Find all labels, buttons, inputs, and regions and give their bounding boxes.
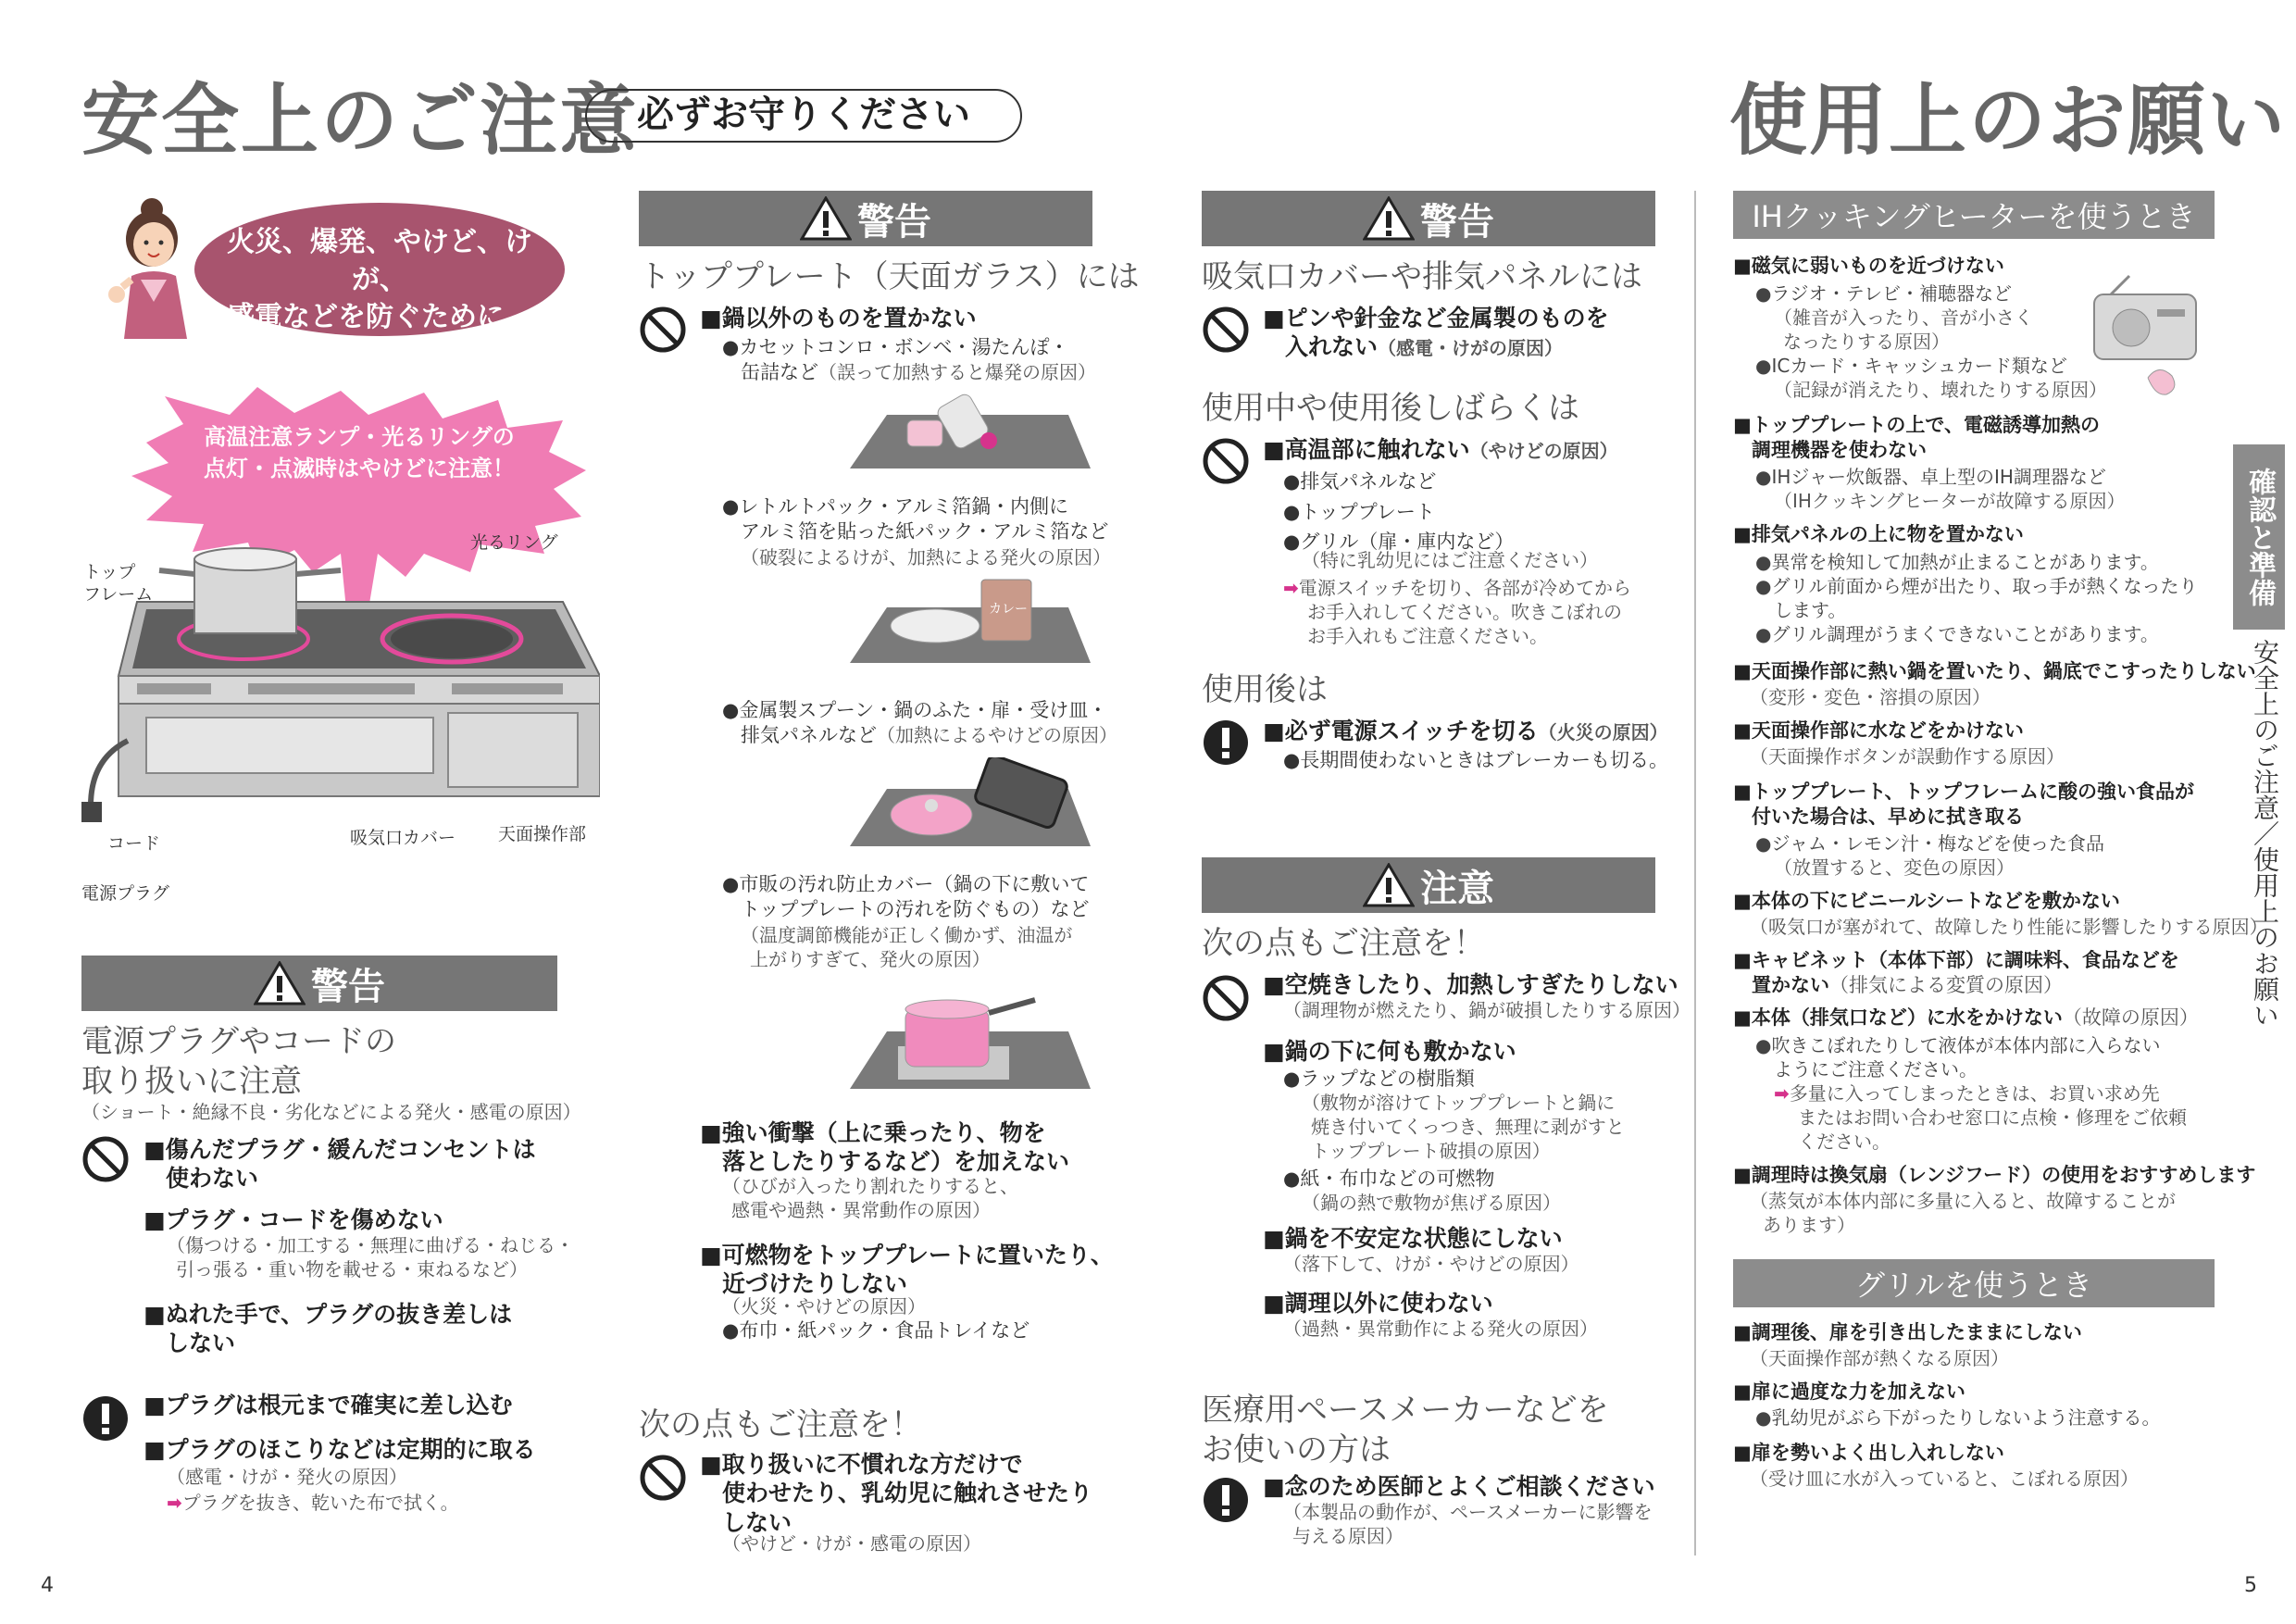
col2-heading: トッププレート（天面ガラス）には — [639, 258, 1140, 295]
label-power-plug: 電源プラグ — [81, 883, 170, 904]
col3-item-1-line-2 — [1263, 332, 1609, 361]
col4-item-8-line-1: ■キャビネット（本体下部）に調味料、食品などを — [1733, 949, 2179, 971]
col4-item-9-arrow-text-2: またはお問い合わせ窓口に点検・修理をご依頼 — [1798, 1106, 2187, 1129]
col3-item-1 — [1263, 304, 1609, 362]
col4-grill-item-3-note: （受け皿に水が入っていると、こぼれる原因） — [1750, 1468, 2139, 1490]
col3-item-6-note: （落下して、けが・やけどの原因） — [1283, 1253, 1579, 1275]
burst-line-1: 高温注意ランプ・光るリングの — [204, 424, 515, 450]
col1-item-2-note — [167, 1233, 574, 1281]
col4-item-9-sub — [1755, 1033, 2187, 1154]
col2-item-1-sub-line-2 — [722, 360, 1096, 385]
col4-item-8-note: （排気による変質の原因） — [1829, 974, 2063, 997]
arrow-icon: ➡ — [1774, 1082, 1790, 1105]
col4-grill-item-1-note: （天面操作部が熱くなる原因） — [1750, 1347, 2009, 1369]
col1-item-1 — [144, 1135, 536, 1193]
col3-item-7: ■調理以外に使わない — [1263, 1290, 1493, 1317]
col4-item-3-sub-2: ●グリル前面から煙が出たり、取っ手が熱くなったり — [1755, 575, 2198, 597]
col4-grill-item-2-sub: ●乳幼児がぶら下がったりしないよう注意する。 — [1755, 1406, 2161, 1429]
mandatory-icon — [81, 1394, 130, 1443]
col4-item-9-arrow-text-3: ください。 — [1798, 1131, 1890, 1153]
col4-item-10-note-line-1: （蒸気が本体内部に多量に入ると、故障することが — [1750, 1190, 2176, 1212]
col4-item-7: ■本体の下にビニールシートなどを敷かない — [1733, 890, 2120, 912]
col2-item-2-sub-line-2: アルミ箔を貼った紙パック・アルミ箔など — [741, 520, 1109, 543]
col1-item-3-line-2: しない — [166, 1330, 236, 1357]
burst-line-2: 点灯・点滅時はやけどに注意！ — [204, 455, 515, 481]
col4-item-1-note-3: （記録が消えたり、壊れたりする原因） — [1774, 379, 2107, 401]
col3-item-3-sub: ●長期間使わないときはブレーカーも切る。 — [1283, 749, 1669, 771]
caution-header — [1202, 857, 1655, 913]
col3-item-8-note — [1283, 1500, 1653, 1548]
col4-item-1-note-2: なったりする原因） — [1783, 331, 1950, 353]
col4-item-3-sub — [1755, 550, 2197, 646]
col4-item-9-note: （故障の原因） — [2062, 1006, 2199, 1029]
section-bar-ih-heater: IHクッキングヒーターを使うとき — [1733, 191, 2215, 239]
col3-item-4: ■空焼きしたり、加熱しすぎたりしない — [1263, 971, 1678, 998]
col2-item-7 — [700, 1450, 1092, 1537]
col2-item-1-sub — [722, 335, 1096, 386]
col3-item-5-note-line-1: （敷物が溶けてトッププレートと鍋に — [1302, 1092, 1616, 1114]
prohibited-icon — [1202, 306, 1250, 354]
col3-item-3-note: （火災の原因） — [1538, 721, 1668, 743]
left-page-title: 安全上のご注意 — [81, 75, 640, 166]
callout-text — [208, 224, 551, 337]
col2-item-4-note-line-1: （温度調節機能が正しく働かず、油温が — [741, 923, 1073, 946]
col3-item-2-sub — [1283, 467, 1514, 557]
warning-triangle-icon — [254, 961, 306, 1006]
col3-item-5: ■鍋の下に何も敷かない — [1263, 1038, 1516, 1065]
col1-heading-line-2: 取り扱いに注意 — [81, 1062, 302, 1100]
curry-label: カレー — [989, 602, 1028, 617]
warning-header-col2 — [639, 191, 1092, 246]
col2-heading-2: 次の点もご注意を！ — [639, 1406, 922, 1443]
col2-item-5-line-1: ■強い衝撃（上に乗ったり、物を — [700, 1119, 1046, 1146]
caution-label: 注意 — [1420, 867, 1494, 910]
col2-item-2-sub — [722, 494, 1111, 569]
col4-item-1-sub — [1755, 281, 2107, 402]
col4-item-1-sub-1: ●ラジオ・テレビ・補聴器など — [1755, 282, 2013, 305]
must-follow-badge: 必ずお守りください — [585, 89, 1022, 143]
col3-heading-5-line-2: お使いの方は — [1202, 1430, 1391, 1468]
col3-item-2-arrow-text-1: 電源スイッチを切り、各部が冷めてから — [1298, 577, 1631, 599]
arrow-icon: ➡ — [1283, 577, 1299, 599]
col3-item-5-note-line-3: トッププレート破損の原因） — [1311, 1140, 1551, 1162]
col4-item-6-line-2: 付いた場合は、早めに拭き取る — [1752, 806, 2024, 829]
col2-item-3-sub — [722, 698, 1117, 749]
col2-item-5-note-line-1: （ひびが入ったり割れたりすると、 — [722, 1175, 1018, 1197]
col3-item-3 — [1263, 717, 1668, 745]
col2-item-6-line-1: ■可燃物をトッププレートに置いたり、 — [700, 1242, 1114, 1268]
col4-grill-item-2: ■扉に過度な力を加えない — [1733, 1380, 1965, 1403]
right-page-title: 使用上のお願い — [1729, 75, 2288, 166]
col3-item-1-line-2-text: 入れない — [1285, 333, 1379, 361]
col2-item-6-note: （火災・やけどの原因） — [722, 1295, 926, 1318]
col4-item-6-sub — [1755, 831, 2104, 880]
col3-item-1-line-1: ■ピンや針金など金属製のものを — [1263, 305, 1609, 331]
col4-item-6-line-1: ■トッププレート、トップフレームに酸の強い食品が — [1733, 781, 2195, 803]
label-cord: コード — [107, 833, 161, 854]
col3-item-5-note — [1302, 1091, 1625, 1163]
col4-item-6-note: （放置すると、変色の原因） — [1774, 856, 2015, 879]
col3-heading-5-line-1: 医療用ペースメーカーなどを — [1202, 1392, 1609, 1429]
warning-label: 警告 — [1420, 200, 1494, 244]
label-top-frame-2: フレーム — [83, 584, 154, 605]
high-temp-warning-text — [165, 422, 554, 484]
pot-on-cover-illustration — [850, 981, 1091, 1093]
col2-item-4-sub-line-2: トッププレートの汚れを防ぐもの）など — [741, 898, 1090, 921]
warning-header-col3 — [1202, 191, 1655, 246]
prohibited-icon — [639, 306, 687, 354]
col3-item-2-arrow-text-2: お手入れしてください。吹きこぼれの — [1307, 601, 1622, 623]
col3-item-2-arrow-line-1 — [1283, 576, 1631, 600]
col1-item-5-arrow-note — [167, 1491, 459, 1515]
col4-item-1: ■磁気に弱いものを近づけない — [1733, 255, 2004, 277]
section-bar-grill: グリルを使うとき — [1733, 1259, 2215, 1307]
callout-line-2: 感電などを防ぐために… — [227, 301, 532, 333]
col2-item-4-sub-line-1: ●市販の汚れ防止カバー（鍋の下に敷いて — [722, 873, 1090, 895]
col4-item-9-arrow-text-1: 多量に入ってしまったときは、お買い求め先 — [1789, 1082, 2160, 1105]
col2-item-4-sub — [722, 872, 1090, 971]
col4-item-8 — [1733, 948, 2179, 999]
label-light-ring: 光るリング — [470, 532, 558, 553]
col3-item-5-note-2: （鍋の熱で敷物が焦げる原因） — [1302, 1192, 1561, 1214]
page-number-right: 5 — [2244, 1574, 2257, 1597]
col3-item-8-note-line-1: （本製品の動作が、ペースメーカーに影響を — [1283, 1501, 1653, 1523]
warning-label: 警告 — [857, 200, 931, 244]
col4-item-1-note-1: （雑音が入ったり、音が小さく — [1774, 306, 2033, 329]
col1-item-5-arrow-text: プラグを抜き、乾いた布で拭く。 — [181, 1492, 459, 1514]
prohibited-icon — [1202, 974, 1250, 1022]
col4-item-5: ■天面操作部に水などをかけない — [1733, 719, 2024, 742]
col4-item-3-sub-1: ●異常を検知して加熱が止まることがあります。 — [1755, 551, 2159, 573]
col4-item-6 — [1733, 780, 2194, 831]
side-section-label: 安全上のご注意／使用上のお願い — [2250, 639, 2280, 1028]
col3-heading-1: 吸気口カバーや排気パネルには — [1202, 258, 1642, 295]
col3-item-2-note: （やけどの原因） — [1469, 440, 1618, 462]
col2-item-5-note-line-2: 感電や過熱・異常動作の原因） — [731, 1199, 991, 1221]
col1-item-4: ■プラグは根元まで確実に差し込む — [144, 1392, 513, 1418]
col3-item-6: ■鍋を不安定な状態にしない — [1263, 1225, 1563, 1252]
col4-item-2-line-1: ■トッププレートの上で、電磁誘導加熱の — [1733, 414, 2100, 436]
col2-item-5 — [700, 1118, 1069, 1177]
col4-item-3-sub-3: ●グリル調理がうまくできないことがあります。 — [1755, 623, 2159, 645]
col4-item-9 — [1733, 1006, 2199, 1031]
col2-item-6-line-2: 近づけたりしない — [722, 1270, 908, 1298]
col1-item-5-note: （感電・けが・発火の原因） — [167, 1466, 407, 1488]
col4-item-2-sub — [1755, 465, 2126, 513]
col3-item-1-note: （感電・けがの原因） — [1378, 337, 1564, 360]
col4-item-2-note: （IHクッキングヒーターが故障する原因） — [1774, 490, 2126, 512]
col1-heading-note: （ショート・絶縁不良・劣化などによる発火・感電の原因） — [81, 1101, 581, 1123]
label-intake-cover: 吸気口カバー — [350, 828, 456, 848]
ih-cooktop-illustration — [81, 546, 600, 824]
col2-item-7-line-1: ■取り扱いに不慣れな方だけで — [700, 1451, 1023, 1478]
col3-item-5-sub-2: ●紙・布巾などの可燃物 — [1283, 1168, 1495, 1190]
col3-item-2-arrow-note — [1283, 576, 1631, 648]
label-top-frame-1: トップ — [83, 562, 136, 582]
col4-item-9-sub-1: ●吹きこぼれたりして液体が本体内部に入らない — [1755, 1034, 2161, 1056]
col1-item-1-line-2: 使わない — [166, 1165, 259, 1193]
col4-item-2 — [1733, 413, 2100, 464]
col3-item-2-arrow-text-3: お手入れもご注意ください。 — [1307, 625, 1548, 647]
col2-item-1-sub-line-2-text: 缶詰など — [741, 361, 818, 384]
prohibited-icon — [81, 1135, 130, 1183]
col1-item-5: ■プラグのほこりなどは定期的に取る — [144, 1436, 536, 1463]
col3-item-5-note-line-2: 焼き付いてくっつき、無理に剥がすと — [1311, 1116, 1625, 1138]
col4-grill-item-3: ■扉を勢いよく出し入れしない — [1733, 1442, 2004, 1464]
col3-heading-5 — [1202, 1391, 1609, 1469]
caution-triangle-icon — [1363, 863, 1415, 907]
col2-item-2-note: （破裂によるけが、加熱による発火の原因） — [741, 545, 1111, 568]
col4-item-10-note-line-2: あります） — [1763, 1214, 1855, 1236]
warning-header-col1 — [81, 956, 557, 1011]
col2-item-6 — [700, 1241, 1114, 1299]
col3-item-2-text: ■高温部に触れない — [1263, 436, 1470, 463]
col4-item-7-note: （吸気口が塞がれて、故障したり性能に影響したりする原因） — [1750, 916, 2268, 938]
col4-item-8-line-2 — [1733, 973, 2179, 998]
col3-item-2-sub-2: ●トッププレート — [1283, 500, 1435, 523]
page-divider — [1694, 191, 1696, 1555]
col3-item-5-sub-1: ●ラップなどの樹脂類 — [1283, 1068, 1475, 1090]
col4-grill-item-1: ■調理後、扉を引き出したままにしない — [1733, 1321, 2082, 1343]
col3-item-3-text: ■必ず電源スイッチを切る — [1263, 718, 1539, 744]
col4-item-9-sub-2: ようにご注意ください。 — [1774, 1058, 1978, 1081]
col1-item-2-note-line-1: （傷つける・加工する・無理に曲げる・ねじる・ — [167, 1234, 574, 1256]
col4-item-10-note — [1750, 1189, 2176, 1237]
col2-item-1-sub-line-1: ●カセットコンロ・ボンベ・湯たんぽ・ — [722, 336, 1069, 358]
callout-line-1: 火災、爆発、やけど、けが、 — [227, 226, 532, 296]
col3-item-4-note: （調理物が燃えたり、鍋が破損したりする原因） — [1283, 999, 1691, 1021]
col1-item-3-line-1: ■ぬれた手で、プラグの抜き差しは — [144, 1301, 513, 1328]
retort-pouch-illustration — [850, 574, 1091, 667]
col2-item-7-line-2: 使わせたり、乳幼児に触れさせたり — [722, 1480, 1093, 1507]
col4-item-6-sub-1: ●ジャム・レモン汁・梅などを使った食品 — [1755, 832, 2105, 855]
col4-item-9-arrow-line-1 — [1755, 1081, 2187, 1106]
col1-item-1-line-1: ■傷んだプラグ・緩んだコンセントは — [144, 1136, 536, 1163]
col3-item-8: ■念のため医師とよくご相談ください — [1263, 1473, 1655, 1500]
col2-item-4-note-line-2: 上がりすぎて、発火の原因） — [750, 947, 991, 970]
col3-heading-2: 使用中や使用後しばらくは — [1202, 390, 1579, 427]
col4-item-10: ■調理時は換気扇（レンジフード）の使用をおすすめします — [1733, 1164, 2256, 1186]
col2-item-7-note: （やけど・けが・感電の原因） — [722, 1532, 981, 1555]
col3-item-2-sub-1: ●排気パネルなど — [1283, 470, 1437, 493]
gas-canister-illustration — [850, 389, 1091, 472]
col2-item-3-sub-line-1: ●金属製スプーン・鍋のふた・扉・受け皿・ — [722, 699, 1108, 721]
prohibited-icon — [1202, 437, 1250, 485]
col3-item-2-sub-3: ●グリル（扉・庫内など） — [1283, 531, 1515, 554]
col3-item-2 — [1263, 435, 1618, 464]
arrow-icon: ➡ — [167, 1492, 182, 1514]
col4-item-4-note: （変形・変色・溶損の原因） — [1750, 686, 1990, 708]
col2-item-3-sub-line-2-text: 排気パネルなど — [741, 724, 877, 747]
col2-item-1-sub-note: （誤って加熱すると爆発の原因） — [818, 361, 1096, 384]
col4-item-1-sub-2: ●ICカード・キャッシュカード類など — [1755, 355, 2067, 377]
mandatory-icon — [1202, 718, 1250, 767]
radio-hearing-aid-illustration — [2083, 274, 2213, 404]
col2-item-6-sub: ●布巾・紙パック・食品トレイなど — [722, 1319, 1030, 1342]
col4-item-3: ■排気パネルの上に物を置かない — [1733, 523, 2024, 545]
prohibited-icon — [639, 1454, 687, 1502]
col2-item-3-sub-line-2 — [722, 723, 1117, 748]
warning-label: 警告 — [311, 965, 385, 1008]
col4-item-5-note: （天面操作ボタンが誤動作する原因） — [1750, 745, 2065, 768]
col4-item-2-sub-1: ●IHジャー炊飯器、卓上型のIH調理器など — [1755, 466, 2106, 488]
col1-item-2-note-line-2: 引っ張る・重い物を載せる・束ねるなど） — [176, 1258, 528, 1280]
col2-item-3-sub-note: （加熱によるやけどの原因） — [877, 724, 1117, 747]
warning-triangle-icon — [1363, 196, 1415, 241]
warning-triangle-icon — [800, 196, 852, 241]
col4-item-3-sub-2b: します。 — [1774, 599, 1847, 621]
col1-heading-line-1: 電源プラグやコードの — [81, 1023, 396, 1060]
col1-item-3 — [144, 1300, 512, 1358]
page-number-left: 4 — [41, 1574, 54, 1597]
col4-item-8-line-2-text: 置かない — [1752, 974, 1829, 997]
col1-item-2: ■プラグ・コードを傷めない — [144, 1206, 443, 1233]
col4-item-4: ■天面操作部に熱い鍋を置いたり、鍋底でこすったりしない — [1733, 660, 2256, 682]
col2-item-1: ■鍋以外のものを置かない — [700, 305, 977, 331]
col2-item-5-note — [722, 1174, 1018, 1222]
col3-item-7-note: （過熱・異常動作による発火の原因） — [1283, 1318, 1598, 1340]
col2-item-7-line-3: しない — [722, 1508, 792, 1536]
col3-item-2-note-2: （特に乳幼児にはご注意ください） — [1302, 549, 1598, 571]
col2-item-2-sub-line-1: ●レトルトパック・アルミ箔鍋・内側に — [722, 495, 1069, 518]
mandatory-icon — [1202, 1476, 1250, 1524]
label-top-control-panel: 天面操作部 — [498, 824, 587, 844]
metal-lid-tray-illustration — [850, 757, 1091, 850]
col3-heading-3: 使用後は — [1202, 671, 1328, 708]
col1-heading — [81, 1022, 396, 1101]
col3-heading-4: 次の点もご注意を！ — [1202, 925, 1485, 962]
col4-item-9-text: ■本体（排気口など）に水をかけない — [1733, 1006, 2063, 1029]
side-tab-prep[interactable]: 確認と準備 — [2233, 444, 2285, 630]
col3-item-8-note-line-2: 与える原因） — [1292, 1525, 1404, 1547]
col2-item-5-line-2: 落としたりするなど）を加えない — [722, 1148, 1070, 1176]
col4-item-2-line-2: 調理機器を使わない — [1752, 439, 1927, 462]
